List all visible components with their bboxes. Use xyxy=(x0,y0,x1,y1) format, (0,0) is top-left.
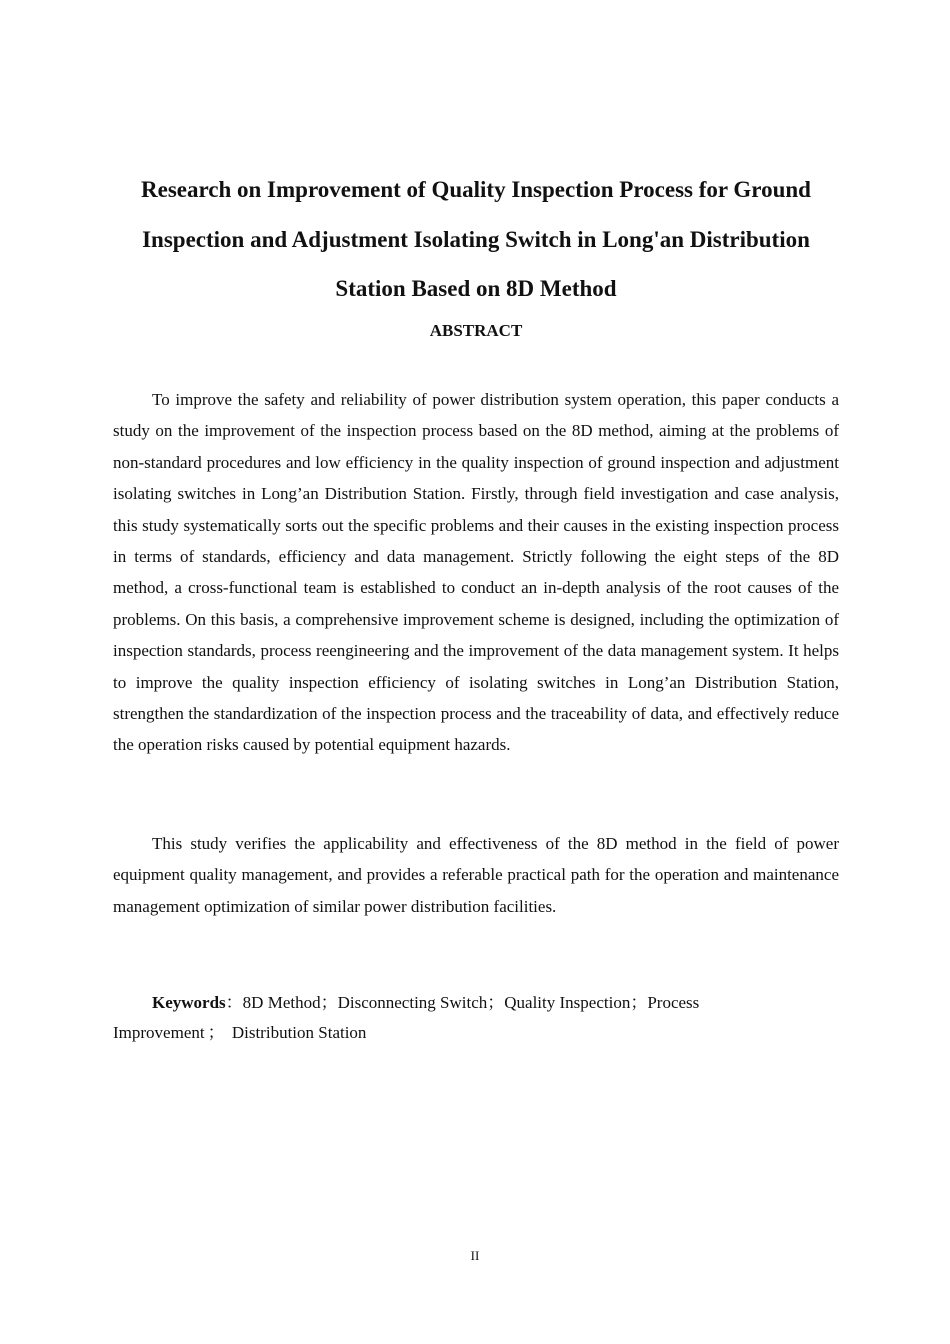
keywords-line xyxy=(113,988,753,1048)
keyword-item: Process Improvement xyxy=(113,993,700,1042)
abstract-paragraph-1: To improve the safety and reliability of power distribution system operation, this paper conducts a study on the improvement of the inspection process based on the 8D method, aiming at the problems of non-standard procedures and low efficiency in the quality inspection of ground inspection and adjustment isolating switches in Long’an Distribution Station. Firstly, through field investigation and case analysis, this study systematically sorts out the specific problems and their causes in the existing inspection process in terms of standards, efficiency and data management. Strictly following the eight steps of the 8D method, a cross-functional team is established to conduct an in-depth analysis of the root causes of the problems. On this basis, a comprehensive improvement scheme is designed, including the optimization of inspection standards, process reengineering and the improvement of the data management system. It helps to improve the quality inspection efficiency of isolating switches in Long’an Distribution Station, strengthen the standardization of the inspection process and the traceability of data, and effectively reduce the operation risks caused by potential equipment hazards. xyxy=(113,390,839,755)
keyword-separator: ； xyxy=(320,993,338,1012)
keyword-item: Disconnecting Switch xyxy=(337,993,488,1012)
abstract-heading: ABSTRACT xyxy=(429,321,523,340)
keyword-separator: ； xyxy=(207,1023,225,1042)
paper-title: Research on Improvement of Quality Inspection Process for Ground Inspection and Adjustment Isolating Switch in Long'an Distribution Station Based on 8D Method xyxy=(141,177,811,301)
keywords-colon: ： xyxy=(225,993,243,1012)
keyword-item: Distribution Station xyxy=(231,1023,367,1042)
keyword-separator: ； xyxy=(487,993,505,1012)
keyword-separator: ； xyxy=(630,993,648,1012)
keyword-item: Quality Inspection xyxy=(504,993,631,1012)
keyword-item: 8D Method xyxy=(242,993,321,1012)
abstract-paragraph-2: This study verifies the applicability and effectiveness of the 8D method in the field of power equipment quality management, and provides a referable practical path for the operation and maintenance management optimization of similar power distribution facilities. xyxy=(113,834,839,916)
keywords-label: Keywords xyxy=(152,993,226,1012)
page-number: II xyxy=(470,1248,480,1263)
